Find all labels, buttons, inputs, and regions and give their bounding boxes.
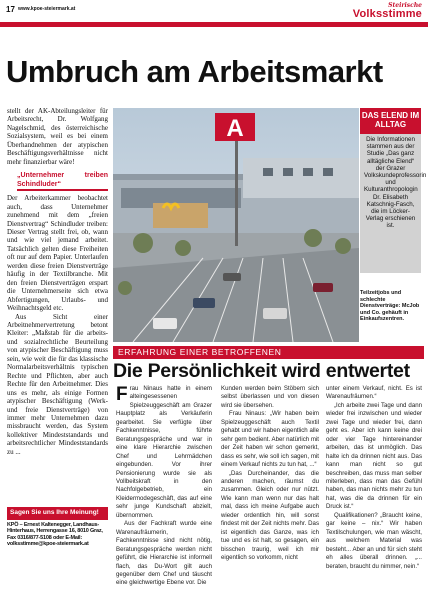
page-headline: Umbruch am Arbeitsmarkt <box>6 54 383 89</box>
article-paragraph-6: unter einem Verkauf, nicht. Es ist Warenaufräumen.“ <box>326 385 422 401</box>
store-sign-letter: A <box>226 115 244 142</box>
article-paragraph-7: „Ich arbeite zwei Tage und dann wieder frei inzwischen und wieder zwei Tage und wieder frei, dann geht es. Aber ich kann keine drei oder vier Tage hintereinander arbeiten, das ist unmöglich. Das halte ich da drinnen nicht aus. Das kann man nicht so gut beschreiben, das muss man selber miterleben, dass man das Gefühl haben, das man nichts mehr zu tun hat, was die da drinnen für ein Druck ist.“ <box>326 401 422 511</box>
article-headline: Die Persönlichkeit wird entwertet <box>113 360 410 382</box>
article-column-1 <box>116 385 212 588</box>
page-number: 17 <box>6 5 15 14</box>
photo-illustration <box>113 108 359 342</box>
left-column <box>7 107 108 456</box>
shopping-center-photo <box>113 108 359 342</box>
article-paragraph-3: Kunden werden beim Stöbern sich selbst überlassen und von diesen wird sie übersehen. <box>221 385 319 409</box>
drop-cap: F <box>116 384 128 405</box>
article-paragraph-2: Aus der Fachkraft wurde eine Warenaufräumerin, Fachkenntnisse sind nicht nötig, Beratungsgespräche werden nicht geführt, die Hierarchie ist informell flach, das Du-Wort gilt auch gegenüber dem Chef und täuscht eine gleichwertige Ebene vor. Die <box>116 520 212 587</box>
feedback-box: Sagen Sie uns Ihre Meinung! <box>7 507 108 520</box>
masthead-sub: Steirische <box>388 2 422 9</box>
sidebar-text: Die Informationen stammen aus der Studie „Das ganz alltägliche Elend“ der Grazer Volkskundeprofessorin und Kulturanthropologin Dr. Elisabeth Katschnig-Fasch, die im Löcker-Verlag erschienen ist. <box>364 136 427 230</box>
left-paragraph-1: stellt der AK-Abteilungsleiter für Arbeitsrecht, Dr. Wolfgang Nagelschmid, des österreichische Sozialsystem, weil es bei einem Überhandnehmen der atypischen Beschäftigungsverhältnisse nicht mehr finanzierbar wäre! <box>7 107 108 166</box>
header-url: www.kpoe-steiermark.at <box>18 6 76 12</box>
photo-caption: Teilzeitjobs und schlechte Dienstverträge: McJob und Co. gehäuft in Einkaufszentren. <box>360 290 420 322</box>
sidebar-title: DAS ELEND IM ALLTAG <box>360 108 421 134</box>
article-paragraph-8: Qualifikationen? „Braucht keine, gar keine – nix.“ Wir haben Textilschulungen, wie man wäscht, aus welchem Material was besteht... Aber an und für sich steht eh alles überall drinnen. „... beraten, braucht du nimmer, nein.“ <box>326 511 422 570</box>
article-kicker: ERFAHRUNG EINER BETROFFENEN <box>113 346 424 359</box>
article-column-3 <box>326 385 422 571</box>
masthead <box>353 3 422 20</box>
left-paragraph-2: Der Arbeiterkammer beobachtet auch, dass Unternehmer zunehmend mit dem „freien Dienstvertrag“ Schindluder treiben: Dieser Vertrag stellt frei, ob, wann und wie viel jemand arbeitet. Tatsächlich gelten diese Freiheiten oft nur auf dem Papier. Unterlaufen werden diese freien Dienstverträge häufig in der Textilbranche. Mit den freien Dienstverträgen erspart die Unternehmerseite sich etwa Abfertigungen, Urlaubs- und Weihnachtsgeld etc. <box>7 194 108 313</box>
top-rule <box>0 22 428 27</box>
article-paragraph-5: „Das Durcheinander, das die anderen machen, räumst du zusammen. Gleich oder nur nützt. Wie kann man wenn nur das halt mal, dass ich meine Aufgabe auch wieder ordentlich hin, will sonst findest mit der Zeit nichts mehr. Das ist eigentlich das Ganze, was ich tue und es ist halt, so gesagen, ein bisschen traurig, weil ich mir eigentlich so vorkomm, nicht <box>221 469 319 562</box>
left-paragraph-3: Aus Sicht einer Arbeitnehmervertretung betont Kleiter: „Maßstab für die arbeits- und sozialrechtliche Beurteilung von atypischer Beschäftigung muss sein, wie weit die für das klassische Normalarbeitsverhältnis typischen Rechte und Pflichten, aber auch Rechte für den Arbeitnehmer. Dies uns es mehr, als einige Formen atypischer Beschäftigung (Werk- und freie Dienstverträge) von immer mehr Unternehmen dazu missbraucht werden, das System kollektiver Mindeststandards und arbeitsrechtlicher Mindeststandards zu ... <box>7 312 108 456</box>
masthead-title: Volksstimme <box>352 8 422 20</box>
contact-info: KPÖ – Ernest Kaltenegger, Landhaus-Hinterhaus, Herrengasse 16, 8010 Graz, Fax 0316/877-5108 oder E-Mail: volksstimme@kpoe-steiermark.at <box>7 522 103 548</box>
article-paragraph-1: rau Ninaus hatte in einem alteingesessenen Spielzeuggeschäft am Grazer Hauptplatz als Verkäuferin gearbeitet. Sie verfügte über Fachkenntnisse, führte Beratungsgespräche und war in eine klare Hierarchie zwischen Chef und Lehrmädchen eingebunden. Vor ihrer Pensionierung wurde sie als Vollbeitskraft in den Nachfolgebetrieb, ein Kleidermodegeschäft, das auf eine sehr junge Kundschaft abzielt, übernommen. <box>116 385 212 519</box>
left-subheading: „Unternehmer treiben Schindluder“ <box>17 172 108 191</box>
article-paragraph-4: Frau Ninaus: „Wir haben beim Spielzeuggeschäft auch Textil gehabt und wir haben eigentlich alle sehr gern bedient. Aber natürlich mit der Zeit haben wir schon gemerkt, dass es sehr, wie soll ich sagen, mit einem Verkauf nichts zu tun hat, ...“ <box>221 410 319 469</box>
article-column-2 <box>221 385 319 563</box>
